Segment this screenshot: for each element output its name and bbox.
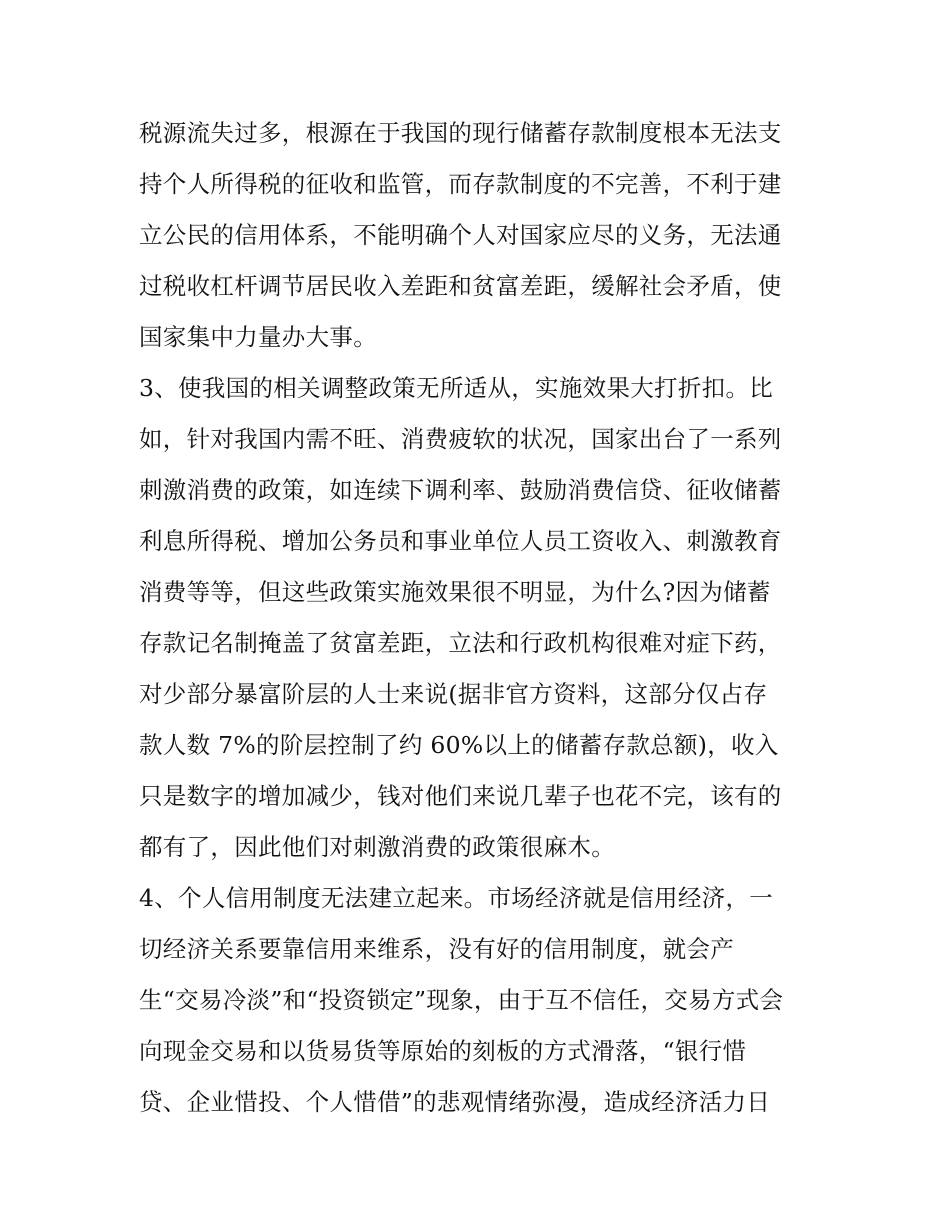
text-line: 只是数字的增加减少，钱对他们来说几辈子也花不完，该有的	[139, 782, 782, 810]
text-line: 贷、企业惜投、个人惜借”的悲观情绪弥漫，造成经济活力日	[139, 1088, 771, 1116]
text-line: 都有了，因此他们对刺激消费的政策很麻木。	[139, 833, 615, 861]
text-line: 利息所得税、增加公务员和事业单位人员工资收入、刺激教育	[139, 527, 782, 555]
text-line: 4、个人信用制度无法建立起来。市场经济就是信用经济，一	[139, 884, 774, 912]
text-line: 立公民的信用体系，不能明确个人对国家应尽的义务，无法通	[139, 221, 782, 249]
text-line: 刺激消费的政策，如连续下调利率、鼓励消费信贷、征收储蓄	[139, 476, 782, 504]
text-line: 税源流失过多，根源在于我国的现行储蓄存款制度根本无法支	[139, 119, 782, 147]
body-text	[139, 108, 819, 1128]
text-line: 对少部分暴富阶层的人士来说(据非官方资料，这部分仅占存	[139, 680, 768, 708]
text-line: 存款记名制掩盖了贫富差距，立法和行政机构很难对症下药，	[139, 629, 782, 657]
text-line: 3、使我国的相关调整政策无所适从，实施效果大打折扣。比	[139, 374, 774, 402]
text-line: 如，针对我国内需不旺、消费疲软的状况，国家出台了一系列	[139, 425, 782, 453]
text-line: 切经济关系要靠信用来维系，没有好的信用制度，就会产	[139, 935, 734, 963]
text-line: 生“交易冷淡”和“投资锁定”现象，由于互不信任，交易方式会	[139, 986, 784, 1014]
text-line: 过税收杠杆调节居民收入差距和贫富差距，缓解社会矛盾，使	[139, 272, 782, 300]
text-line: 向现金交易和以货易货等原始的刻板的方式滑落，“银行惜	[139, 1037, 747, 1065]
text-line: 国家集中力量办大事。	[139, 323, 377, 351]
text-line: 款人数 7%的阶层控制了约 60%以上的储蓄存款总额)，收入	[139, 731, 779, 759]
text-line: 持个人所得税的征收和监管，而存款制度的不完善，不利于建	[139, 170, 782, 198]
text-line: 消费等等，但这些政策实施效果很不明显，为什么?因为储蓄	[139, 578, 771, 606]
